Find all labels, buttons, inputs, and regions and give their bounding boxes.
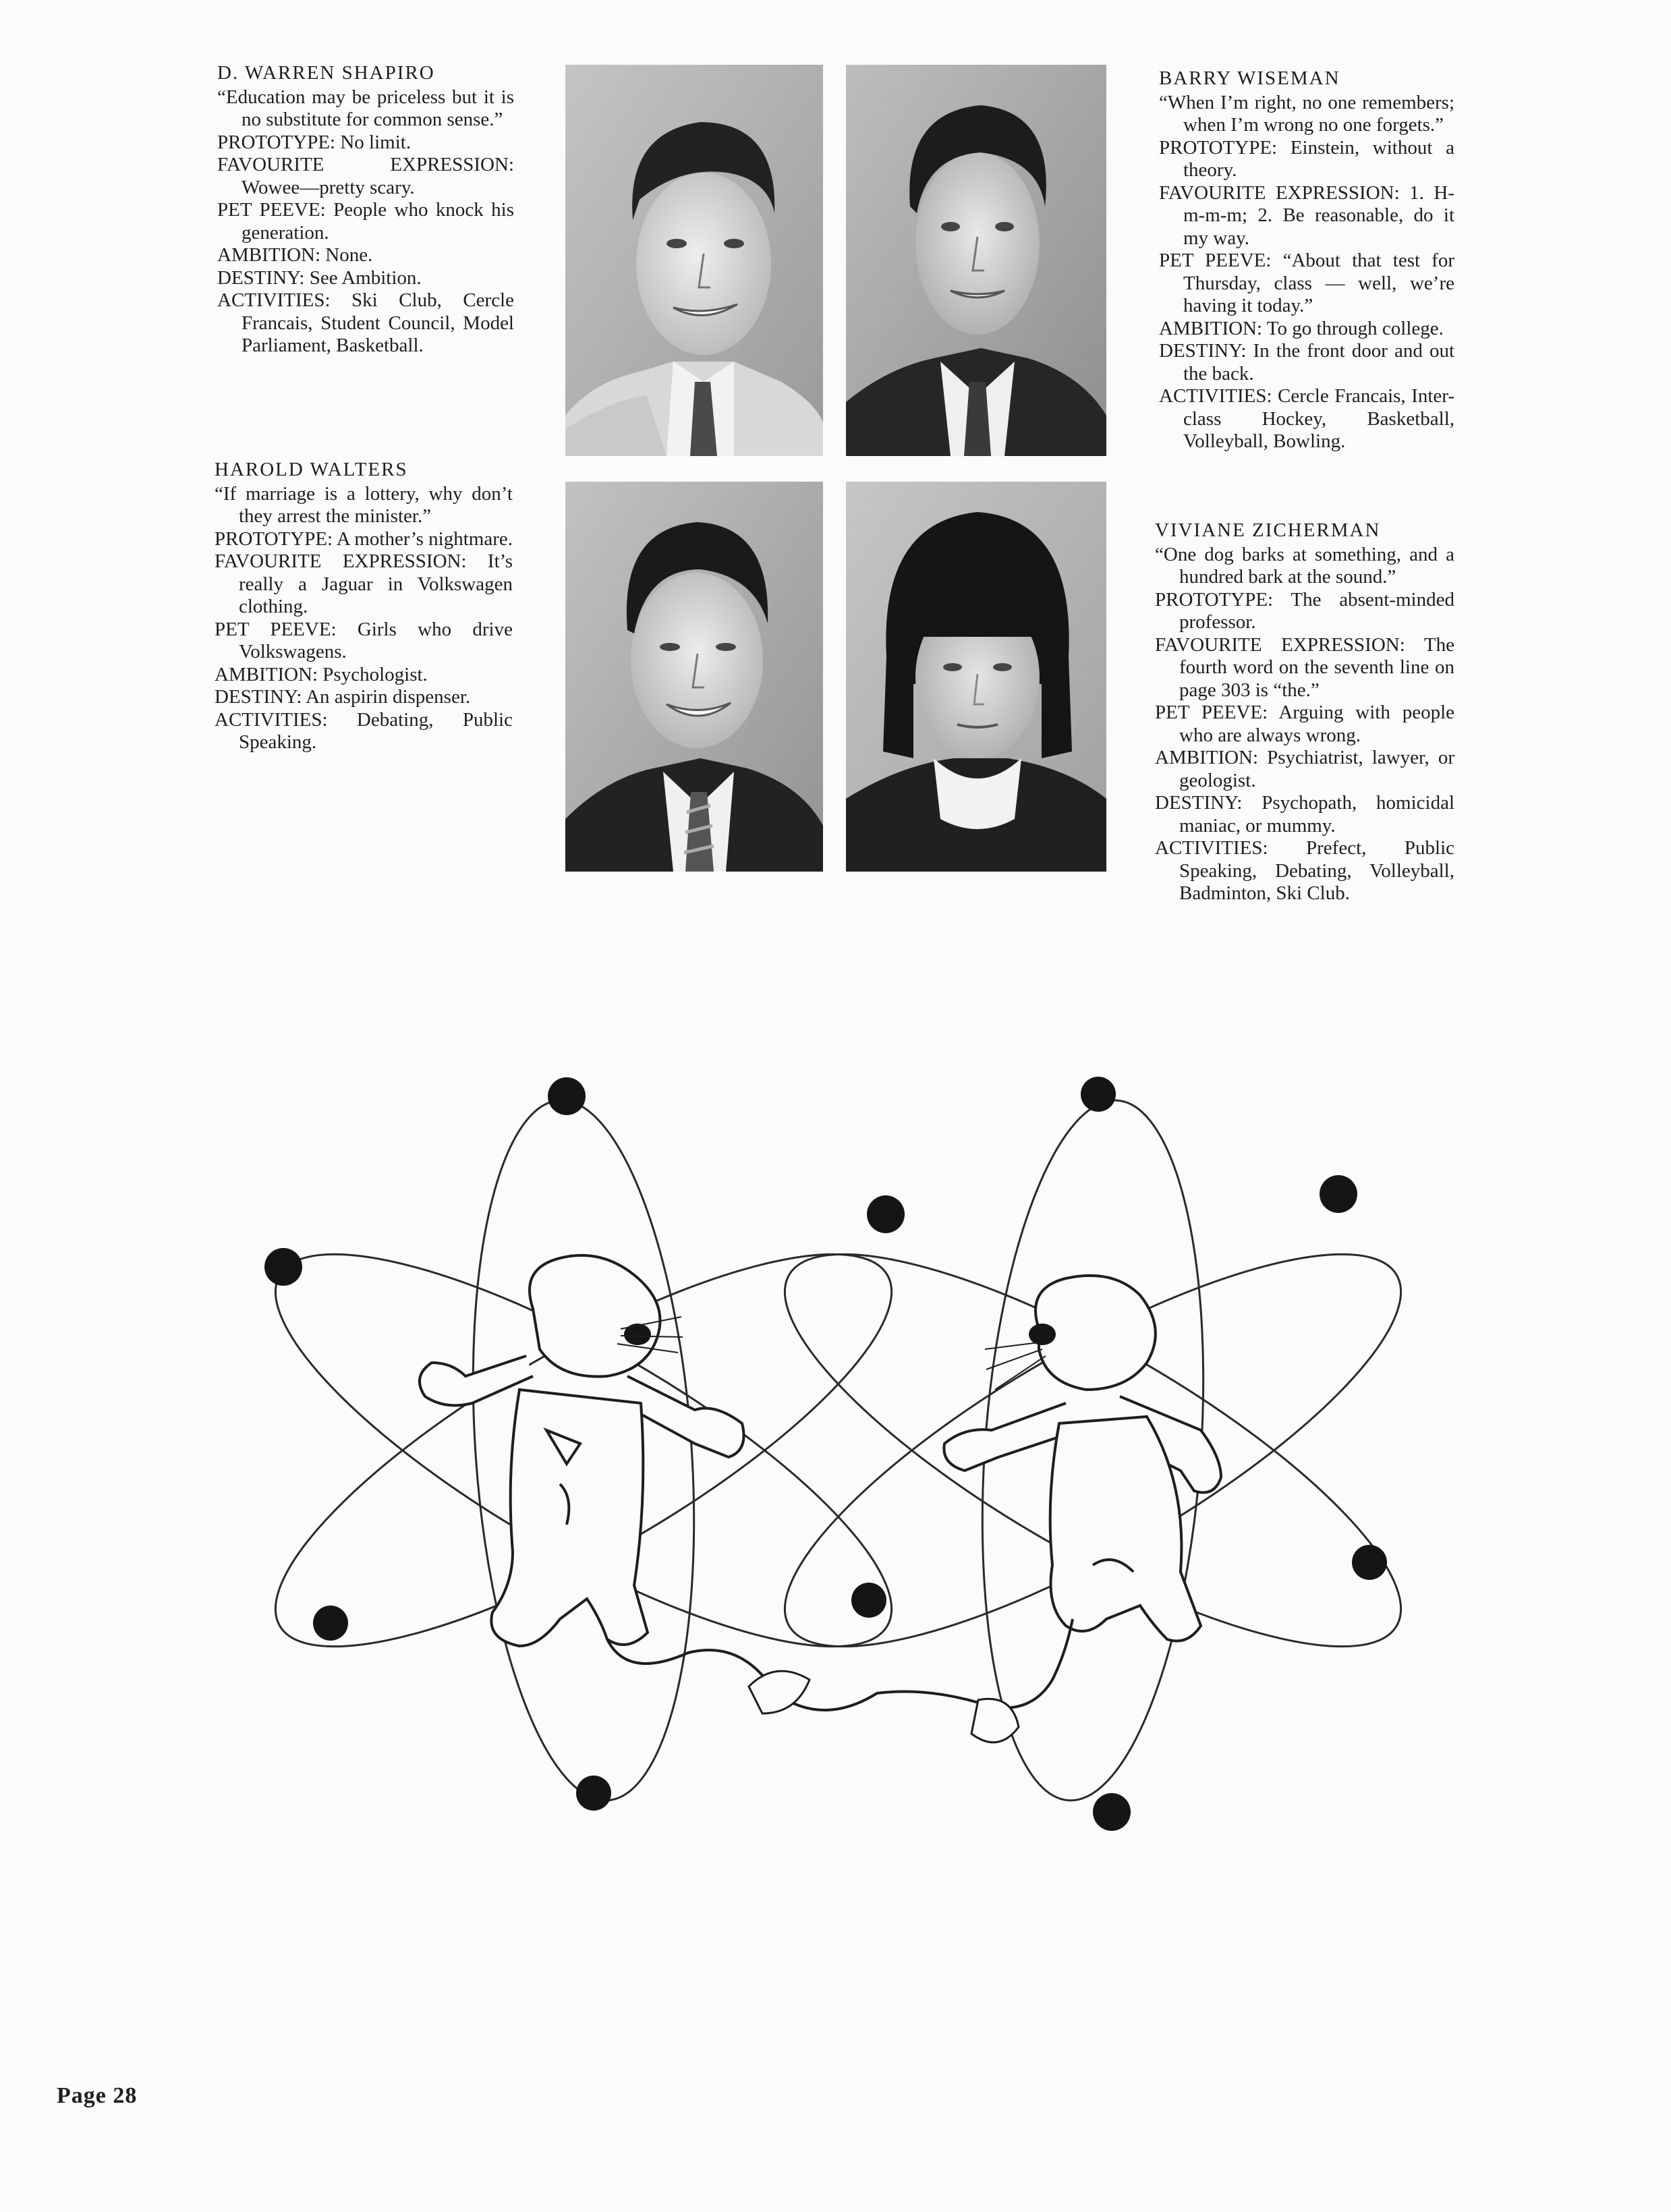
student-prototype: PROTOTYPE: A mother’s nightmare. bbox=[215, 528, 513, 550]
student-quote: “One dog barks at something, and a hundred bark at the sound.” bbox=[1155, 543, 1454, 588]
student-prototype: PROTOTYPE: No limit. bbox=[217, 131, 412, 153]
student-entry-zicherman bbox=[1155, 519, 1454, 905]
student-pet-peeve: PET PEEVE: Girls who drive Volkswagens. bbox=[215, 618, 513, 662]
electron-dots bbox=[264, 1077, 1387, 1831]
student-quote: “Education may be priceless but it is no substitute for common sense.” bbox=[217, 86, 514, 130]
student-activities: ACTIVITIES: Debating, Public Speaking. bbox=[215, 708, 513, 753]
student-ambition: AMBITION: Psychologist. bbox=[215, 663, 428, 685]
student-ambition: AMBITION: To go through college. bbox=[1159, 317, 1444, 339]
student-name: BARRY WISEMAN bbox=[1159, 67, 1340, 89]
page-number: Page 28 bbox=[57, 2083, 138, 2108]
portrait-wiseman bbox=[846, 65, 1106, 456]
right-lion-illustration bbox=[944, 1276, 1221, 1641]
student-prototype: PROTOTYPE: The absent-minded professor. bbox=[1155, 588, 1454, 633]
student-activities: ACTIVITIES: Cercle Francais, Inter-class Hockey, Basketball, Volleyball, Bowling. bbox=[1159, 385, 1454, 452]
student-quote: “If marriage is a lottery, why don’t they arrest the minister.” bbox=[215, 482, 513, 527]
student-destiny: DESTINY: Psychopath, homicidal maniac, or mummy. bbox=[1155, 792, 1454, 836]
student-destiny: DESTINY: An aspirin dispenser. bbox=[215, 686, 471, 708]
student-name: HAROLD WALTERS bbox=[215, 459, 408, 480]
student-destiny: DESTINY: See Ambition. bbox=[217, 266, 422, 289]
student-name: D. WARREN SHAPIRO bbox=[217, 62, 435, 84]
portrait-zicherman bbox=[846, 482, 1106, 872]
student-pet-peeve: PET PEEVE: “About that test for Thursday, class — well, we’re having it today.” bbox=[1159, 250, 1454, 316]
student-ambition: AMBITION: None. bbox=[217, 244, 373, 266]
student-favourite-expression: FAVOURITE EXPRESSION: 1. H-m-m-m; 2. Be reasonable, do it my way. bbox=[1159, 181, 1454, 249]
student-ambition: AMBITION: Psychiatrist, lawyer, or geologist. bbox=[1155, 747, 1454, 791]
atom-lions-drawing bbox=[0, 1012, 1671, 1879]
student-destiny: DESTINY: In the front door and out the back. bbox=[1159, 340, 1454, 385]
portrait-shapiro bbox=[565, 65, 823, 456]
left-lion-illustration bbox=[420, 1255, 744, 1646]
student-favourite-expression: FAVOURITE EXPRESSION: It’s really a Jaguar in Volkswagen clothing. bbox=[215, 550, 513, 617]
student-quote: “When I’m right, no one remembers; when I’m wrong no one forgets.” bbox=[1159, 91, 1454, 136]
student-prototype: PROTOTYPE: Einstein, without a theory. bbox=[1159, 136, 1454, 181]
student-favourite-expression: FAVOURITE EXPRESSION: The fourth word on the seventh line on page 303 is “the.” bbox=[1155, 633, 1454, 701]
student-activities: ACTIVITIES: Prefect, Public Speaking, Debating, Volleyball, Badminton, Ski Club. bbox=[1155, 837, 1454, 904]
student-activities: ACTIVITIES: Ski Club, Cercle Francais, Student Council, Model Parliament, Basketball. bbox=[217, 289, 514, 356]
student-entry-walters bbox=[215, 459, 513, 754]
student-name: VIVIANE ZICHERMAN bbox=[1155, 519, 1381, 541]
portrait-walters bbox=[565, 482, 823, 872]
student-pet-peeve: PET PEEVE: People who knock his generation. bbox=[217, 199, 514, 244]
student-entry-shapiro bbox=[217, 62, 514, 358]
student-pet-peeve: PET PEEVE: Arguing with people who are always wrong. bbox=[1155, 702, 1454, 746]
student-favourite-expression: FAVOURITE EXPRESSION: Wowee—pretty scary. bbox=[217, 154, 514, 198]
student-entry-wiseman bbox=[1159, 67, 1454, 453]
